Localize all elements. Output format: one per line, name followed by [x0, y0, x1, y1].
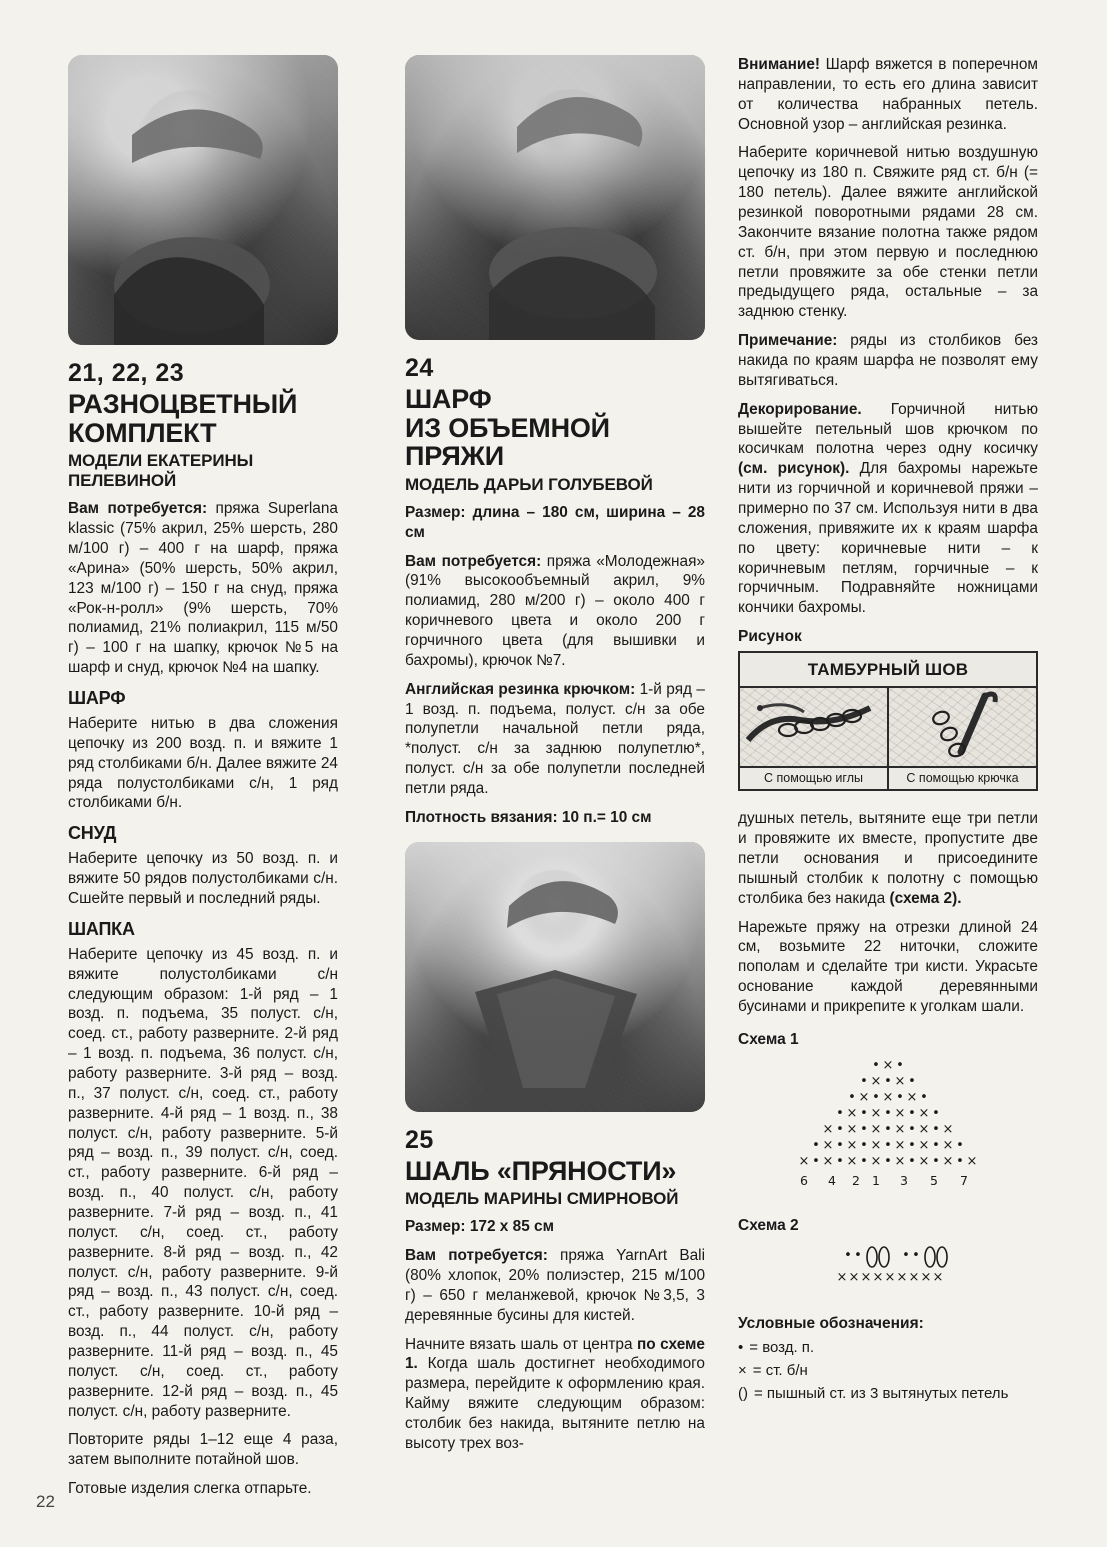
svg-text:×: ×	[918, 1105, 930, 1121]
svg-text:•: •	[836, 1137, 844, 1153]
svg-text:•: •	[920, 1089, 928, 1105]
svg-text:×: ×	[884, 1269, 896, 1285]
body-paragraph-25: Начните вязать шаль от центра по схеме 1. Когда шаль достигнет необходимого размера, перейдите к оформлению края. Кайму вяжите следующим образом: столбик без накида, вытяните петлю на высоту трех воз-	[405, 1335, 705, 1452]
svg-text:6: 6	[800, 1172, 808, 1188]
svg-text:•: •	[860, 1105, 868, 1121]
svg-text:•: •	[844, 1247, 852, 1263]
page-number: 22	[36, 1492, 55, 1511]
scheme1-svg	[738, 1053, 1038, 1203]
svg-text:•: •	[908, 1121, 916, 1137]
legend-item	[738, 1339, 1038, 1356]
svg-text:×: ×	[918, 1121, 930, 1137]
svg-text:•: •	[956, 1137, 964, 1153]
note-paragraph: Примечание: ряды из столбиков без накида по краям шарфа не позволят ему вытягиваться.	[738, 332, 1038, 389]
photo-colorful-set	[68, 55, 338, 345]
photo-illustration	[68, 55, 338, 345]
svg-text:×: ×	[894, 1073, 906, 1089]
hat-paragraph: Наберите цепочку из 45 возд. п. и вяжите полустолбиками с/н следующим образом: 1-й ряд – 1 возд. п. подъема, 35 полуст. с/н, соед. ст., работу разверните. 2-й ряд – 1 возд. п. подъема, 36 полуст. с/н, работу разверните. 3-й ряд – возд. п., 37 полуст. с/н, соед. ст., работу разверните. 4-й ряд – 1 возд. п., 38 полуст. с/н, работу разверните. 5-й ряд – возд. п., 39 полуст. с/н, соед. ст., работу разверните. 6-й ряд – возд. п., 40 полуст. с/н, работу разверните. 7-й ряд – возд. п., 41 полуст. с/н, соед. ст., работу разверните. 8-й ряд – возд. п., 42 полуст. с/н, работу разверните. 9-й ряд – возд. п., 43 полуст. с/н, соед. ст., работу разверните. 10-й ряд – возд. п., 44 полуст. с/н, работу разверните. 11-й ряд – возд. п., 45 полуст. с/н, соед. ст., работу разверните. 12-й ряд – возд. п., 45 полуст. с/н, работу разверните.	[68, 945, 338, 1420]
article-author-24: МОДЕЛЬ ДАРЬИ ГОЛУБЕВОЙ	[405, 474, 653, 494]
svg-text:×: ×	[848, 1269, 860, 1285]
svg-text:×: ×	[836, 1269, 848, 1285]
svg-text:×: ×	[860, 1269, 872, 1285]
svg-text:•: •	[884, 1121, 892, 1137]
svg-text:•: •	[884, 1137, 892, 1153]
svg-text:•: •	[860, 1137, 868, 1153]
svg-text:•: •	[812, 1137, 820, 1153]
svg-text:×: ×	[872, 1269, 884, 1285]
page-title: РАЗНОЦВЕТНЫЙ КОМПЛЕКТ	[68, 389, 298, 448]
article-title-24: ШАРФ ИЗ ОБЪЕМНОЙ ПРЯЖИ	[405, 384, 610, 472]
article-title-25: ШАЛЬ «ПРЯНОСТИ»	[405, 1155, 677, 1186]
decoration-paragraph: Декорирование. Горчичной нитью вышейте петельный шов крючком по косичкам полотна через одну косичку (см. рисунок). Для бахромы нарежьте нити из горчичной и коричневой пряжи – примерно по 37 см. Используя нити в два сложения, привяжите их к краям шарфа по цвету: коричневые нити – к коричневым петлям, горчичные – к горчичным. Подравняйте ножницами кончики бахромы.	[738, 400, 1038, 617]
svg-text:×: ×	[870, 1121, 882, 1137]
size-label: Размер:	[405, 503, 466, 521]
chain-stitch-hook-icon	[889, 688, 1036, 766]
svg-text:×: ×	[858, 1089, 870, 1105]
attention-paragraph: Внимание! Шарф вяжется в поперечном направлении, то есть его длина зависит от количества набранных петель. Основной узор – английская резинка.	[738, 56, 1038, 133]
svg-text:×: ×	[870, 1153, 882, 1169]
column-middle	[405, 55, 705, 1463]
svg-text:•: •	[902, 1247, 910, 1263]
svg-text:•: •	[956, 1153, 964, 1169]
svg-text:•: •	[896, 1057, 904, 1073]
materials-label: Вам потребуется:	[405, 552, 542, 570]
photo-bulky-scarf	[405, 55, 705, 340]
svg-text:•: •	[908, 1105, 916, 1121]
svg-text:•: •	[836, 1105, 844, 1121]
svg-text:×: ×	[942, 1153, 954, 1169]
svg-text:×: ×	[894, 1137, 906, 1153]
svg-text:•: •	[908, 1137, 916, 1153]
column-left	[68, 55, 338, 1508]
legend-item	[738, 1362, 1038, 1379]
svg-text:5: 5	[930, 1172, 938, 1188]
svg-text:•: •	[908, 1153, 916, 1169]
scheme1-diagram	[738, 1053, 1038, 1203]
scheme1-axis-labels	[800, 1173, 968, 1188]
svg-text:4: 4	[828, 1172, 836, 1188]
svg-text:×: ×	[822, 1137, 834, 1153]
rib-paragraph-24: Английская резинка крючком: 1-й ряд – 1 возд. п. подъема, полуст. с/н за обе полупетли начальной петли ряда, *полуст. с/н за заднюю полупетлю*, полуст. с/н за обе полупетли последней петли ряда.	[405, 680, 705, 797]
svg-text:×: ×	[882, 1057, 894, 1073]
article-number: 21, 22, 23	[68, 359, 185, 387]
snood-paragraph: Наберите цепочку из 50 возд. п. и вяжите 50 рядов полустолбиками с/н. Сшейте первый и последний ряды.	[68, 850, 338, 907]
heading-snood: СНУД	[68, 823, 117, 844]
svg-text:×: ×	[932, 1269, 944, 1285]
article-number-24: 24	[405, 354, 434, 382]
svg-text:•: •	[854, 1247, 862, 1263]
svg-text:×: ×	[798, 1153, 810, 1169]
legend-symbol-sc: ×	[738, 1361, 747, 1379]
scheme1-label: Схема 1	[738, 1030, 799, 1048]
svg-text:×: ×	[870, 1137, 882, 1153]
svg-text:×: ×	[894, 1153, 906, 1169]
materials-label: Вам потребуется:	[405, 1247, 548, 1265]
figure-caption-right: С помощью крючка	[889, 766, 1036, 789]
materials-paragraph-24: Вам потребуется: пряжа «Молодежная» (91% высокообъемный акрил, 9% полиамид, 280 м/200 г) – около 400 г коричневого цвета и около 200 г горчичного цвета (для вышивки и бахромы), крючок №7.	[405, 552, 705, 669]
svg-text:•: •	[812, 1153, 820, 1169]
legend-text: = пышный ст. из 3 вытянутых петель	[754, 1384, 1009, 1402]
size-value: длина – 180 см, ширина – 28 см	[405, 503, 705, 541]
legend-item	[738, 1385, 1038, 1402]
svg-text:•: •	[848, 1089, 856, 1105]
svg-text:×: ×	[846, 1121, 858, 1137]
figure-chain-stitch	[738, 651, 1038, 791]
photo-shawl	[405, 842, 705, 1112]
article-author-25: МОДЕЛЬ МАРИНЫ СМИРНОВОЙ	[405, 1189, 679, 1209]
size-label: Размер:	[405, 1218, 466, 1236]
figure-title: ТАМБУРНЫЙ ШОВ	[807, 660, 969, 680]
svg-text:•: •	[932, 1121, 940, 1137]
svg-text:•: •	[860, 1153, 868, 1169]
svg-text:3: 3	[900, 1172, 908, 1188]
needle-illustration	[740, 688, 886, 766]
materials-label: Вам потребуется:	[68, 500, 208, 518]
svg-text:•: •	[836, 1121, 844, 1137]
heading-scarf: ШАРФ	[68, 687, 126, 708]
svg-text:×: ×	[846, 1105, 858, 1121]
svg-text:•: •	[884, 1153, 892, 1169]
finish-paragraph: Готовые изделия слегка отпарьте.	[68, 1480, 312, 1498]
svg-text:•: •	[932, 1153, 940, 1169]
svg-text:•: •	[872, 1057, 880, 1073]
scheme2-label: Схема 2	[738, 1216, 799, 1234]
heading-hat: ШАПКА	[68, 918, 135, 939]
scheme1-symbols	[799, 1058, 978, 1169]
svg-text:×: ×	[894, 1105, 906, 1121]
svg-text:×: ×	[920, 1269, 932, 1285]
figure-label: Рисунок	[738, 628, 802, 646]
figure-cell-hook	[887, 688, 1036, 789]
svg-text:×: ×	[870, 1073, 882, 1089]
svg-text:•: •	[912, 1247, 920, 1263]
hook-illustration	[889, 688, 1035, 766]
svg-text:×: ×	[846, 1153, 858, 1169]
svg-text:•: •	[884, 1105, 892, 1121]
svg-text:•: •	[872, 1089, 880, 1105]
size-paragraph-25: Размер: 172 х 85 см	[405, 1218, 554, 1236]
column-right	[738, 55, 1038, 1408]
svg-text:×: ×	[966, 1153, 978, 1169]
svg-text:•: •	[896, 1089, 904, 1105]
svg-text:•: •	[932, 1105, 940, 1121]
svg-text:×: ×	[822, 1121, 834, 1137]
density-paragraph-24: Плотность вязания: 10 п.= 10 см	[405, 808, 652, 826]
svg-text:×: ×	[906, 1089, 918, 1105]
svg-text:•: •	[908, 1073, 916, 1089]
scheme2-svg	[738, 1239, 1038, 1301]
legend-text: = возд. п.	[749, 1338, 815, 1356]
chain-stitch-needle-icon	[740, 688, 887, 766]
svg-text:×: ×	[918, 1137, 930, 1153]
svg-text:×: ×	[908, 1269, 920, 1285]
attention-label: Внимание!	[738, 56, 821, 73]
article-author: МОДЕЛИ ЕКАТЕРИНЫ ПЕЛЕВИНОЙ	[68, 451, 254, 491]
materials-paragraph: Вам потребуется: пряжа Superlana klassic (75% акрил, 25% шерсть, 280 м/100 г) – 400 г на шарф, пряжа «Арина» (50% шерсть, 50% акрил, 123 м/100 г) – 150 г на снуд, пряжа «Рок-н-ролл» (9% шерсть, 70% полиамид, 21% полиакрил, 115 м/50 г) – 100 г на шапку, крючок №5 на шарф и снуд, крючок №4 на шапку.	[68, 500, 338, 677]
svg-text:•: •	[836, 1153, 844, 1169]
svg-text:1: 1	[872, 1172, 880, 1188]
scarf-paragraph: Наберите нитью в два сложения цепочку из 200 возд. п. и вяжите 1 ряд столбиками б/н. Далее вяжите 24 ряда полустолбиками с/н, 1 ряд столбиками б/н.	[68, 714, 338, 812]
svg-text:×: ×	[894, 1121, 906, 1137]
hat-repeat-paragraph: Повторите ряды 1–12 еще 4 раза, затем выполните потайной шов.	[68, 1431, 338, 1469]
svg-text:2: 2	[852, 1172, 860, 1188]
instructions-paragraph: Наберите коричневой нитью воздушную цепочку из 180 п. Свяжите ряд ст. б/н (= 180 петель). Далее вяжите английской резинкой поворотными рядами 28 см. Закончите вязание полотна также рядом ст. б/н, при этом первую и последнюю петли провяжите за обе стенки петли предыдущего ряда, остальные – за заднюю стенку.	[738, 144, 1038, 321]
photo-illustration	[405, 55, 705, 340]
svg-text:×: ×	[846, 1137, 858, 1153]
svg-text:×: ×	[942, 1137, 954, 1153]
svg-text:×: ×	[882, 1089, 894, 1105]
legend-title: Условные обозначения:	[738, 1314, 924, 1332]
legend-text: = ст. б/н	[752, 1361, 808, 1379]
decoration-label: Декорирование.	[738, 400, 862, 418]
svg-text:×: ×	[896, 1269, 908, 1285]
photo-illustration	[405, 842, 705, 1112]
body-paragraph-25-cont: душных петель, вытяните еще три петли и провяжите их вместе, пропустите две петли основания и присоедините пышный столбик к полотну с помощью столбика без накида (схема 2).	[738, 810, 1038, 907]
figure-caption-left: С помощью иглы	[740, 766, 887, 789]
svg-text:×: ×	[918, 1153, 930, 1169]
svg-text:7: 7	[960, 1172, 968, 1188]
note-label: Примечание:	[738, 332, 838, 350]
legend-symbol-chain: •	[738, 1338, 744, 1356]
svg-text:×: ×	[942, 1121, 954, 1137]
materials-paragraph-25: Вам потребуется: пряжа YarnArt Bali (80% хлопок, 20% полиэстер, 215 м/100 г) – 650 г меланжевой, крючок №3,5, 3 деревянные бусины для кистей.	[405, 1247, 705, 1324]
svg-text:•: •	[860, 1121, 868, 1137]
svg-text:×: ×	[870, 1105, 882, 1121]
legend-symbol-puff: ()	[738, 1384, 748, 1402]
svg-text:•: •	[932, 1137, 940, 1153]
figure-cell-needle	[740, 688, 887, 789]
rib-label: Английская резинка крючком:	[405, 680, 636, 698]
scheme2-diagram	[738, 1239, 1038, 1301]
density-label: Плотность вязания:	[405, 808, 558, 826]
tassels-paragraph: Нарежьте пряжу на отрезки длиной 24 см, возьмите 22 ниточки, сложите пополам и сделайте три кисти. Украсьте основание каждой деревянными бусинами и прикрепите к уголкам шали.	[738, 918, 1038, 1015]
svg-text:•: •	[884, 1073, 892, 1089]
article-number-25: 25	[405, 1125, 434, 1154]
svg-text:•: •	[860, 1073, 868, 1089]
svg-text:×: ×	[822, 1153, 834, 1169]
size-paragraph-24	[405, 503, 705, 543]
